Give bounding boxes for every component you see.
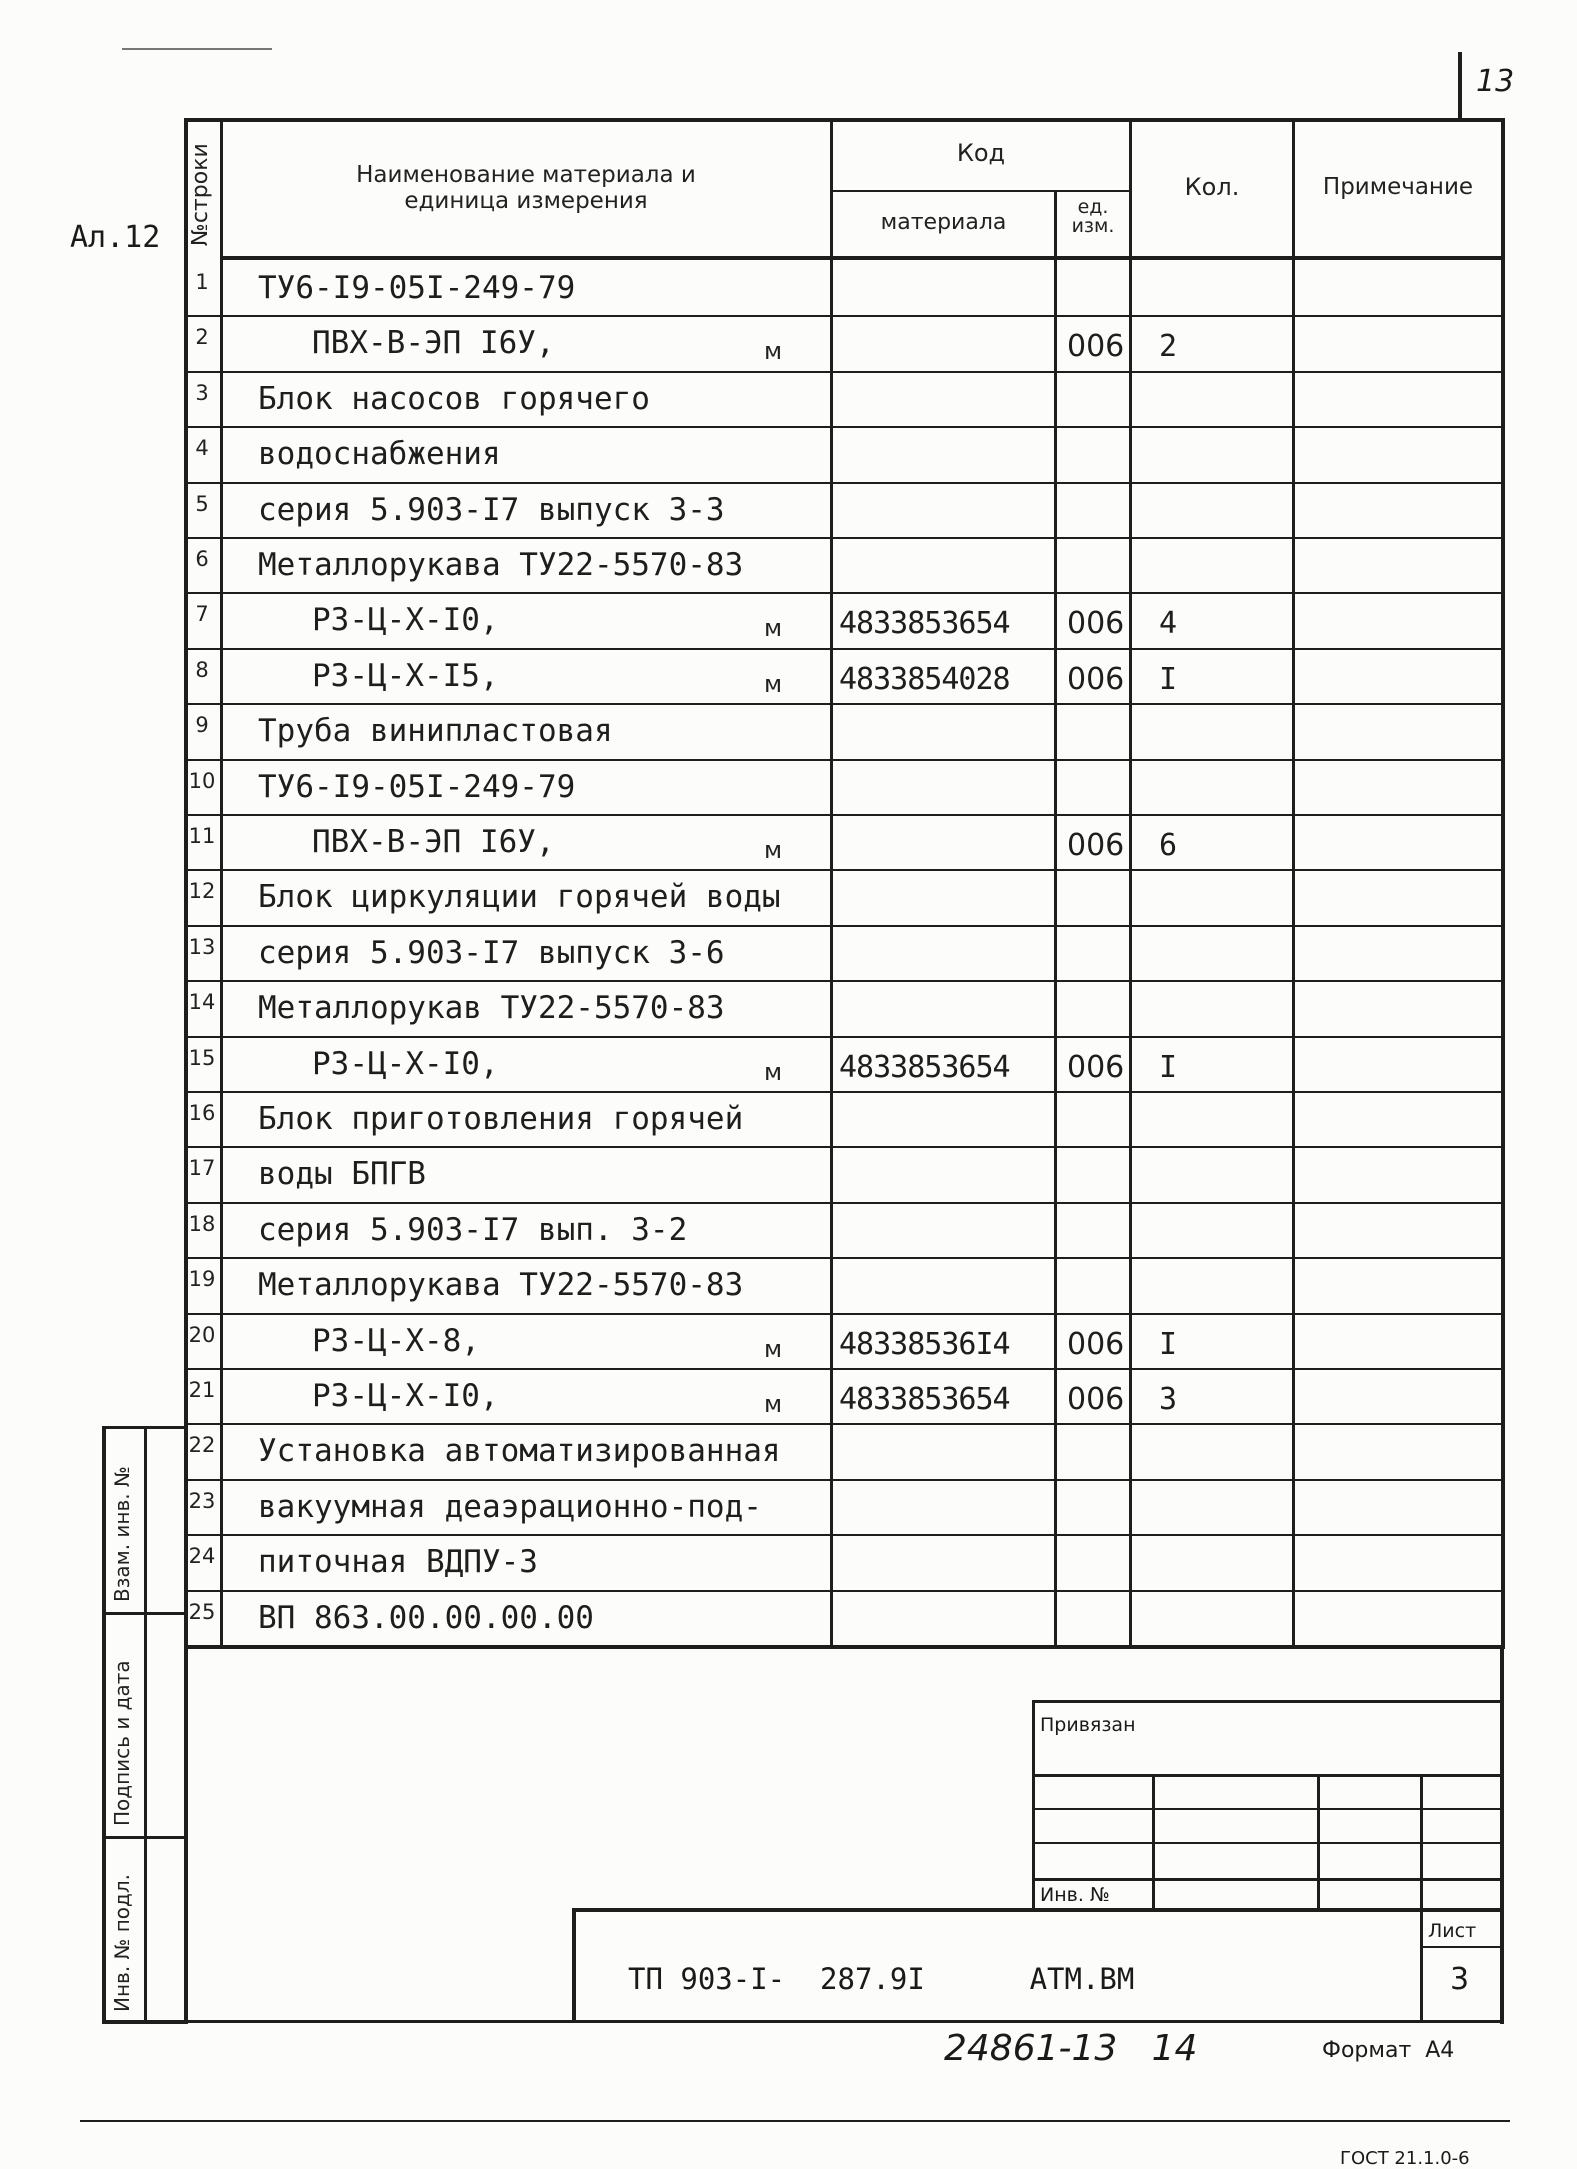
material-name: РЗ-Ц-Х-8, bbox=[312, 1322, 480, 1359]
unit-code-header: ед. изм. bbox=[1071, 196, 1115, 237]
replacement-inventory-label: Взам. инв. № bbox=[110, 1466, 134, 1602]
quantity-column-header: Кол. bbox=[1184, 173, 1240, 201]
material-name: Металлорукава ТУ22-5570-83 bbox=[258, 547, 744, 583]
sheet-number: 3 bbox=[1450, 1962, 1470, 1997]
table-row bbox=[184, 925, 1505, 980]
material-name: питочная ВДПУ-3 bbox=[258, 1544, 538, 1581]
table-row bbox=[184, 1091, 1505, 1146]
row-number: 10 bbox=[188, 768, 216, 793]
row-number: 1 bbox=[195, 270, 209, 294]
quantity: I bbox=[1159, 1326, 1178, 1362]
material-name: Блок приготовления горячей bbox=[258, 1101, 744, 1137]
paper-format: Формат А4 bbox=[1322, 2038, 1455, 2063]
code-column-header: Код bbox=[956, 139, 1006, 167]
material-code: 483385З6I4 bbox=[839, 1326, 1010, 1362]
attached-label: Привязан bbox=[1040, 1714, 1136, 1736]
table-row bbox=[184, 482, 1505, 537]
material-name: ВП 863.00.00.00.00 bbox=[258, 1599, 594, 1636]
table-row bbox=[184, 1202, 1505, 1257]
table-row bbox=[184, 260, 1505, 315]
original-inventory-label: Инв. № подл. bbox=[110, 1874, 134, 2012]
material-code: 4833854028 bbox=[839, 661, 1010, 697]
material-name: серия 5.903-I7 вып. 3-2 bbox=[258, 1211, 688, 1248]
sheet-label: Лист bbox=[1428, 1920, 1477, 1942]
table-row bbox=[184, 759, 1505, 814]
row-number: 21 bbox=[188, 1378, 216, 1402]
unit-of-measure: м bbox=[764, 1057, 783, 1086]
material-name: вакуумная деаэрационно-под- bbox=[258, 1488, 762, 1525]
unit-code: 006 bbox=[1067, 329, 1125, 365]
gost-reference: ГОСТ 21.1.0-6 bbox=[1340, 2148, 1470, 2169]
quantity: I bbox=[1159, 1049, 1178, 1085]
table-row bbox=[184, 1590, 1505, 1645]
row-number: 3 bbox=[195, 380, 209, 405]
material-name: Металлорукав ТУ22-5570-83 bbox=[258, 990, 725, 1027]
material-name: Блок циркуляции горячей воды bbox=[258, 879, 781, 916]
table-row bbox=[184, 1257, 1505, 1312]
material-code: 4833853654 bbox=[839, 606, 1010, 642]
side-stamp bbox=[102, 1426, 186, 2024]
table-row bbox=[184, 814, 1505, 869]
sheet-reference: Ал.12 bbox=[70, 220, 161, 255]
quantity: 3 bbox=[1159, 1382, 1178, 1417]
table-row bbox=[184, 869, 1505, 924]
name-column-header: Наименование материала и единица измерения bbox=[356, 162, 696, 214]
unit-code: 006 bbox=[1067, 1326, 1125, 1362]
material-code: 4833853654 bbox=[839, 1049, 1010, 1085]
table-row bbox=[184, 1368, 1505, 1423]
material-name: РЗ-Ц-Х-I5, bbox=[312, 657, 499, 694]
unit-code: 006 bbox=[1067, 1382, 1125, 1417]
material-name: Металлорукава ТУ22-5570-83 bbox=[258, 1267, 744, 1304]
row-number: 22 bbox=[188, 1433, 216, 1458]
unit-of-measure: м bbox=[764, 337, 783, 366]
row-number: 19 bbox=[188, 1267, 216, 1292]
row-number: 17 bbox=[188, 1156, 216, 1181]
table-row bbox=[184, 1534, 1505, 1589]
table-row bbox=[184, 980, 1505, 1035]
material-name: серия 5.903-I7 выпуск 3-6 bbox=[258, 934, 725, 971]
quantity: 2 bbox=[1159, 329, 1178, 365]
unit-code: 006 bbox=[1067, 606, 1125, 642]
table-row bbox=[184, 1146, 1505, 1201]
bottom-rule bbox=[80, 2120, 1510, 2122]
material-name: РЗ-Ц-Х-I0, bbox=[312, 602, 499, 639]
row-number: 14 bbox=[188, 990, 216, 1015]
row-number: 5 bbox=[195, 491, 209, 516]
unit-of-measure: м bbox=[764, 1334, 783, 1363]
row-number: 7 bbox=[195, 602, 209, 627]
unit-of-measure: м bbox=[764, 669, 783, 698]
material-name: водоснабжения bbox=[258, 436, 501, 473]
note-column-header: Примечание bbox=[1322, 174, 1474, 200]
row-number: 16 bbox=[188, 1101, 216, 1125]
page-corner-mark bbox=[1458, 52, 1462, 118]
material-name: серия 5.903-I7 выпуск 3-3 bbox=[258, 491, 725, 528]
material-name: Труба винипластовая bbox=[258, 713, 613, 750]
table-row bbox=[184, 426, 1505, 481]
scan-artifact bbox=[122, 48, 272, 50]
row-number: 6 bbox=[195, 547, 209, 571]
row-number: 4 bbox=[195, 436, 209, 461]
material-name: ПВХ-В-ЭП I6У, bbox=[312, 325, 555, 362]
row-number: 13 bbox=[188, 934, 216, 959]
unit-code: 006 bbox=[1067, 1049, 1125, 1085]
material-name: РЗ-Ц-Х-I0, bbox=[312, 1045, 499, 1082]
material-name: ПВХ-В-ЭП I6У, bbox=[312, 824, 555, 860]
inventory-number-label: Инв. № bbox=[1040, 1884, 1110, 1906]
row-number: 25 bbox=[188, 1599, 216, 1624]
material-name: РЗ-Ц-Х-I0, bbox=[312, 1378, 499, 1414]
handwritten-archive-number: 24861-13 14 bbox=[944, 2028, 1198, 2069]
row-number: 11 bbox=[188, 824, 216, 848]
table-row bbox=[184, 371, 1505, 426]
table-row bbox=[184, 315, 1505, 370]
row-number: 20 bbox=[188, 1322, 216, 1347]
quantity: 4 bbox=[1159, 606, 1178, 642]
row-number-header: №строки bbox=[188, 143, 213, 246]
material-code-header: материала bbox=[880, 210, 1007, 235]
material-name: ТУ6-I9-05I-249-79 bbox=[258, 270, 576, 306]
table-row bbox=[184, 537, 1505, 592]
unit-of-measure: м bbox=[764, 1390, 783, 1418]
title-block bbox=[572, 1700, 1502, 2022]
document-code: ТП 903-I- 287.9I АТМ.ВМ bbox=[628, 1962, 1135, 1996]
table-row bbox=[184, 1036, 1505, 1091]
table-row bbox=[184, 703, 1505, 758]
row-number: 12 bbox=[188, 879, 216, 904]
material-name: Установка автоматизированная bbox=[258, 1433, 781, 1470]
signature-date-label: Подпись и дата bbox=[110, 1660, 134, 1826]
row-number: 9 bbox=[195, 713, 209, 738]
unit-code: 006 bbox=[1067, 661, 1125, 697]
unit-code: 006 bbox=[1067, 828, 1125, 863]
table-row bbox=[184, 1479, 1505, 1534]
page-number: 13 bbox=[1476, 64, 1515, 99]
table-row bbox=[184, 1423, 1505, 1478]
row-number: 2 bbox=[195, 325, 209, 350]
table-row bbox=[184, 1313, 1505, 1368]
material-name: ТУ6-I9-05I-249-79 bbox=[258, 768, 576, 805]
row-number: 18 bbox=[188, 1211, 216, 1236]
row-number: 8 bbox=[195, 657, 209, 682]
specification-table bbox=[184, 118, 1505, 1648]
unit-of-measure: м bbox=[764, 836, 783, 864]
row-number: 15 bbox=[188, 1045, 216, 1070]
table-row bbox=[184, 592, 1505, 647]
material-name: Блок насосов горячего bbox=[258, 380, 650, 417]
material-name: воды БПГВ bbox=[258, 1156, 426, 1193]
material-code: 4833853654 bbox=[839, 1382, 1010, 1417]
quantity: 6 bbox=[1159, 828, 1178, 863]
quantity: I bbox=[1159, 661, 1178, 697]
row-number: 23 bbox=[188, 1488, 216, 1513]
row-number: 24 bbox=[188, 1544, 216, 1569]
unit-of-measure: м bbox=[764, 614, 783, 643]
table-row bbox=[184, 648, 1505, 703]
